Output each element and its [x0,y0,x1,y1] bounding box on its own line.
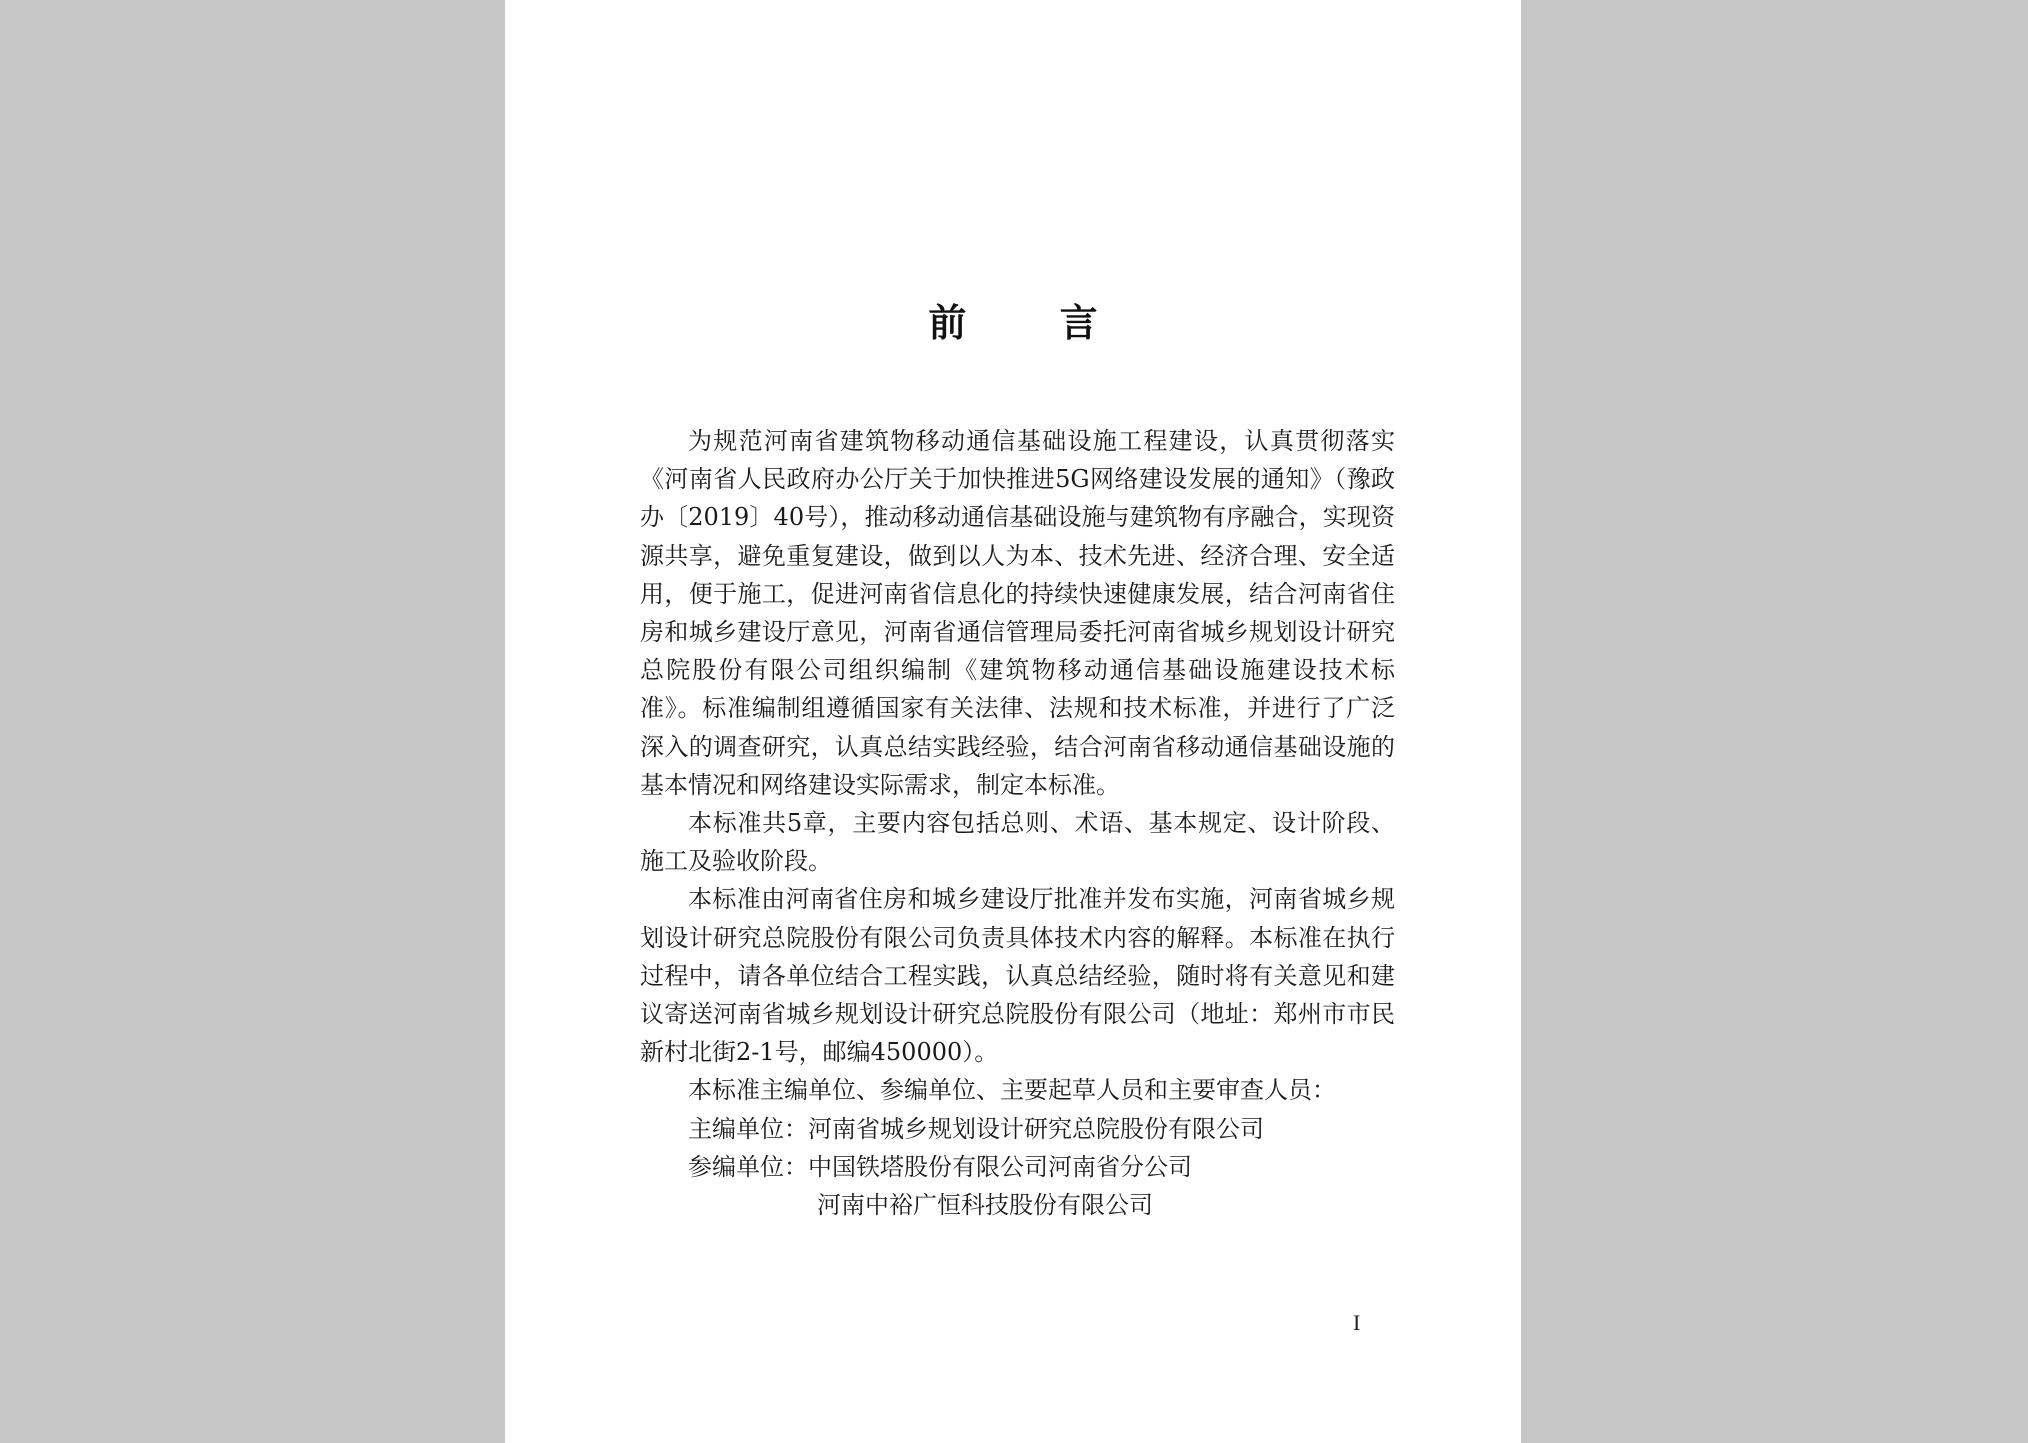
preface-paragraph-3: 本标准由河南省住房和城乡建设厅批准并发布实施，河南省城乡规划设计研究总院股份有限公司负责具体技术内容的解释。本标准在执行过程中，请各单位结合工程实践，认真总结经验，随时将有关意见和建议寄送河南省城乡规划设计研究总院股份有限公司（地址：郑州市市民新村北街2-1号，邮编450000）。 [640,885,1395,1067]
participating-unit-extra: 河南中裕广恒科技股份有限公司 [817,1191,1153,1220]
units-intro: 本标准主编单位、参编单位、主要起草人员和主要审查人员： [688,1076,1336,1105]
chief-unit-line: 主编单位：河南省城乡规划设计研究总院股份有限公司 [688,1114,1264,1143]
preface-paragraph-2: 本标准共5章，主要内容包括总则、术语、基本规定、设计阶段、施工及验收阶段。 [640,809,1395,876]
participating-unit-line: 参编单位：中国铁塔股份有限公司河南省分公司 [688,1152,1192,1181]
document-page [505,0,1521,1443]
page-number: I [1353,1310,1361,1335]
page-title: 前 言 [928,300,1138,345]
preface-body [640,422,1395,1224]
preface-paragraph-1: 为规范河南省建筑物移动通信基础设施工程建设，认真贯彻落实《河南省人民政府办公厅关于加快推进5G网络建设发展的通知》（豫政办〔2019〕40号），推动移动通信基础设施与建筑物有序融合，实现资源共享，避免重复建设，做到以人为本、技术先进、经济合理、安全适用，便于施工，促进河南省信息化的持续快速健康发展，结合河南省住房和城乡建设厅意见，河南省通信管理局委托河南省城乡规划设计研究总院股份有限公司组织编制《建筑物移动通信基础设施建设技术标准》。标准编制组遵循国家有关法律、法规和技术标准，并进行了广泛深入的调查研究，认真总结实践经验，结合河南省移动通信基础设施的基本情况和网络建设实际需求，制定本标准。 [640,427,1395,799]
